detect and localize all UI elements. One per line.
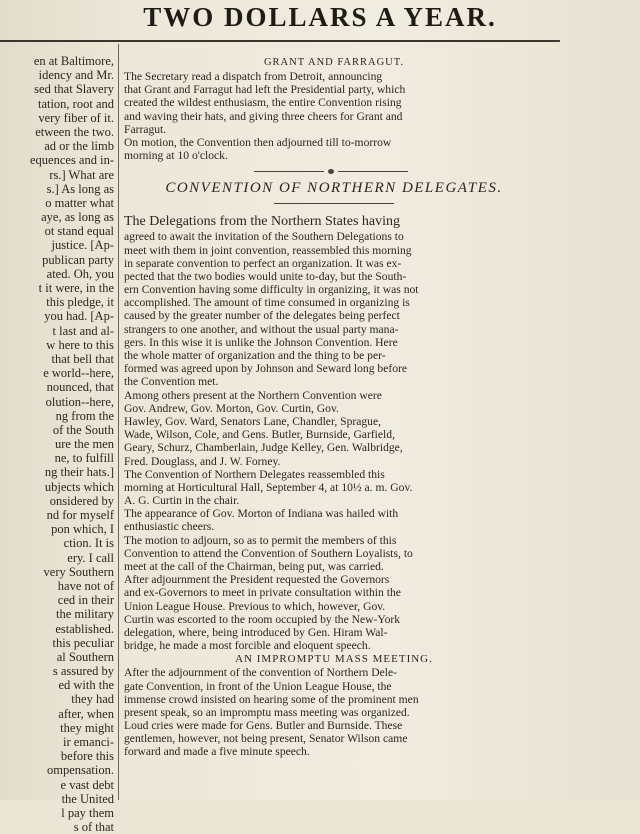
left-column-line: ng their hats.] xyxy=(44,465,114,480)
text-line: pected that the two bodies would unite to-day, but the South- xyxy=(124,269,407,283)
left-column-line: t last and al- xyxy=(52,323,114,338)
left-column-line: o matter what xyxy=(45,195,114,210)
convention-paragraph-2 xyxy=(124,389,544,468)
left-column-line: s of that xyxy=(73,820,114,834)
ornament-rule-bottom xyxy=(124,198,544,210)
left-column-line: s.] As long as xyxy=(46,181,114,196)
left-column-line: established. xyxy=(55,621,114,636)
text-line: The motion to adjourn, so as to permit the members of this xyxy=(124,533,397,547)
left-column-line: nounced, that xyxy=(46,380,114,395)
text-line: enthusiastic cheers. xyxy=(124,520,215,534)
left-column-line: before this xyxy=(60,749,114,764)
text-line: that Grant and Farragut had left the Presidential party, which xyxy=(124,83,406,97)
adjourn-paragraph xyxy=(124,136,544,162)
convention-heading: CONVENTION OF NORTHERN DELEGATES. xyxy=(165,180,503,197)
text-line: caused by the greater number of the delegates being perfect xyxy=(124,309,400,323)
text-line: Curtin was escorted to the room occupied by the New-York xyxy=(124,612,401,626)
text-line: Gov. Andrew, Gov. Morton, Gov. Curtin, Gov. xyxy=(124,401,339,415)
left-column-line: they had xyxy=(71,692,114,707)
mass-meeting-paragraph xyxy=(124,666,544,758)
text-line: bridge, he made a most forcible and eloquent speech. xyxy=(124,639,371,653)
left-column-line: l pay them xyxy=(61,805,114,820)
text-line: agreed to await the invitation of the Southern Delegations to xyxy=(124,230,404,244)
text-line: A. G. Curtin in the chair. xyxy=(124,494,240,508)
left-column-line: very Southern xyxy=(43,564,114,579)
convention-paragraph-6 xyxy=(124,573,544,652)
left-column-line: aye, as long as xyxy=(41,210,114,225)
text-line: On motion, the Convention then adjourned till to-morrow xyxy=(124,135,392,149)
text-line: and waving their hats, and giving three cheers for Grant and xyxy=(124,109,403,123)
text-line: formed was agreed upon by Johnson and Seward long before xyxy=(124,362,408,376)
convention-paragraph-1 xyxy=(124,230,544,388)
left-column-line: justice. [Ap- xyxy=(51,238,114,253)
left-column-line: that bell that xyxy=(51,351,114,366)
left-column-line: ery. I call xyxy=(67,550,114,565)
text-line: and ex-Governors to meet in private consultation within the xyxy=(124,586,401,600)
text-line: Union League House. Previous to which, however, Gov. xyxy=(124,599,386,613)
left-column-line: this peculiar xyxy=(52,635,114,650)
left-column-line: equences and in- xyxy=(30,153,114,168)
left-column-line: sed that Slavery xyxy=(34,82,114,97)
text-line: The appearance of Gov. Morton of Indiana was hailed with xyxy=(124,507,399,521)
left-column-line: w here to this xyxy=(46,337,114,352)
left-column-line: they might xyxy=(60,720,114,735)
left-column-line: e world--here, xyxy=(43,366,114,381)
text-line: created the wildest enthusiasm, the entire Convention rising xyxy=(124,96,402,110)
left-column-line: ced in their xyxy=(57,593,114,608)
left-column-line: the United xyxy=(61,791,114,806)
left-column-line: the military xyxy=(56,607,114,622)
left-column-line: etween the two. xyxy=(35,124,114,139)
left-column-line: onsidered by xyxy=(49,493,114,508)
left-column-line: very fiber of it. xyxy=(38,110,114,125)
text-line: the Convention met. xyxy=(124,375,219,389)
text-line: delegation, where, being introduced by Gen. Hiram Wal- xyxy=(124,625,388,639)
left-column-line: idency and Mr. xyxy=(38,68,114,83)
left-column-line: after, when xyxy=(58,706,114,721)
left-column-line: tation, root and xyxy=(37,96,114,111)
left-column-line: ction. It is xyxy=(63,536,114,551)
text-line: morning at Horticultural Hall, September 4, at 10½ a. m. Gov. xyxy=(124,480,413,494)
left-column-line: you had. [Ap- xyxy=(44,309,114,324)
left-column-line: have not of xyxy=(57,578,114,593)
text-line: accomplished. The amount of time consumed in organizing is xyxy=(124,296,410,310)
grant-farragut-paragraph xyxy=(124,70,544,136)
left-column-line: ng from the xyxy=(55,408,114,423)
left-column-line: rs.] What are xyxy=(49,167,114,182)
grant-farragut-heading: GRANT AND FARRAGUT. xyxy=(263,57,405,68)
text-line: Convention to attend the Convention of Southern Loyalists, to xyxy=(124,546,413,560)
left-column-line: pon which, I xyxy=(51,522,114,537)
convention-paragraph-5 xyxy=(124,534,544,574)
text-line: immense crowd insisted on hearing some of the prominent men xyxy=(124,692,419,706)
text-line: Loud cries were made for Gens. Butler and Burnside. These xyxy=(124,719,403,733)
text-line: meet at the call of the Chairman, being put, was carried. xyxy=(124,560,384,573)
left-column-line: t it were, in the xyxy=(38,281,114,295)
convention-paragraph-3 xyxy=(124,468,544,508)
left-column-line: of the South xyxy=(52,422,114,437)
text-line: After the adjournment of the convention of Northern Dele- xyxy=(124,666,398,680)
left-column-line: ubjects which xyxy=(44,479,114,494)
text-line: Fred. Douglass, and J. W. Forney. xyxy=(124,454,281,468)
left-column-line: en at Baltimore, xyxy=(33,54,114,68)
convention-paragraph-4 xyxy=(124,507,544,533)
left-column-line: publican party xyxy=(42,252,114,267)
left-column-line: ated. Oh, you xyxy=(46,266,114,281)
text-line: gate Convention, in front of the Union League House, the xyxy=(124,679,392,693)
ornament-rule-top xyxy=(124,166,544,178)
left-column-line: nd for myself xyxy=(46,508,114,522)
left-column-line: ed with the xyxy=(58,678,114,693)
right-column xyxy=(124,56,544,800)
text-line: meet with them in joint convention, reassembled this morning xyxy=(124,243,412,257)
left-column xyxy=(0,54,114,834)
text-line: The Secretary read a dispatch from Detroit, announcing xyxy=(124,70,383,83)
masthead xyxy=(0,0,640,40)
masthead-title: TWO DOLLARS A YEAR. xyxy=(143,2,497,32)
left-column-line: ir emanci- xyxy=(62,735,114,749)
left-column-line: olution--here, xyxy=(45,394,114,409)
text-line: forward and made a five minute speech. xyxy=(124,745,310,759)
text-line: strangers to one another, and without the usual party mana- xyxy=(124,322,399,336)
left-column-line: al Southern xyxy=(56,649,114,664)
mass-meeting-heading: AN IMPROMPTU MASS MEETING. xyxy=(235,653,433,666)
text-line: Among others present at the Northern Convention were xyxy=(124,388,382,402)
left-column-line: this pledge, it xyxy=(46,295,114,310)
left-column-line: e vast debt xyxy=(60,777,114,792)
text-line: gers. In this wise it is unlike the Johnson Convention. Here xyxy=(124,335,398,349)
left-column-line: ad or the limb xyxy=(44,139,114,154)
text-line: in separate convention to perfect an organization. It was ex- xyxy=(124,256,402,270)
left-column-line: ompensation. xyxy=(46,763,114,778)
left-column-line: ure the men xyxy=(54,437,114,452)
text-line: gentlemen, however, not being present, Senator Wilson came xyxy=(124,732,408,746)
text-line: Farragut. xyxy=(124,122,167,136)
text-line: morning at 10 o'clock. xyxy=(124,149,228,163)
text-line: The Convention of Northern Delegates reassembled this xyxy=(124,467,385,481)
convention-lead-line: The Delegations from the Northern States having xyxy=(124,214,401,230)
page-shadow xyxy=(550,0,640,800)
left-column-line: ne, to fulfill xyxy=(54,451,114,466)
left-column-line: s assured by xyxy=(52,664,114,679)
text-line: present speak, so an impromptu mass meeting was organized. xyxy=(124,705,410,719)
masthead-rule xyxy=(0,40,560,42)
left-column-line: ot stand equal xyxy=(44,224,114,239)
column-divider xyxy=(118,44,119,800)
text-line: ern Convention having some difficulty in organizing, it was not xyxy=(124,283,419,297)
text-line: Hawley, Gov. Ward, Senators Lane, Chandler, Sprague, xyxy=(124,414,382,428)
text-line: After adjournment the President requested the Governors xyxy=(124,573,390,587)
text-line: Wade, Wilson, Cole, and Gens. Butler, Burnside, Garfield, xyxy=(124,428,395,442)
text-line: the whole matter of organization and the thing to be per- xyxy=(124,349,386,362)
text-line: Geary, Schurz, Chamberlain, Judge Kelley, Gen. Walbridge, xyxy=(124,441,403,455)
